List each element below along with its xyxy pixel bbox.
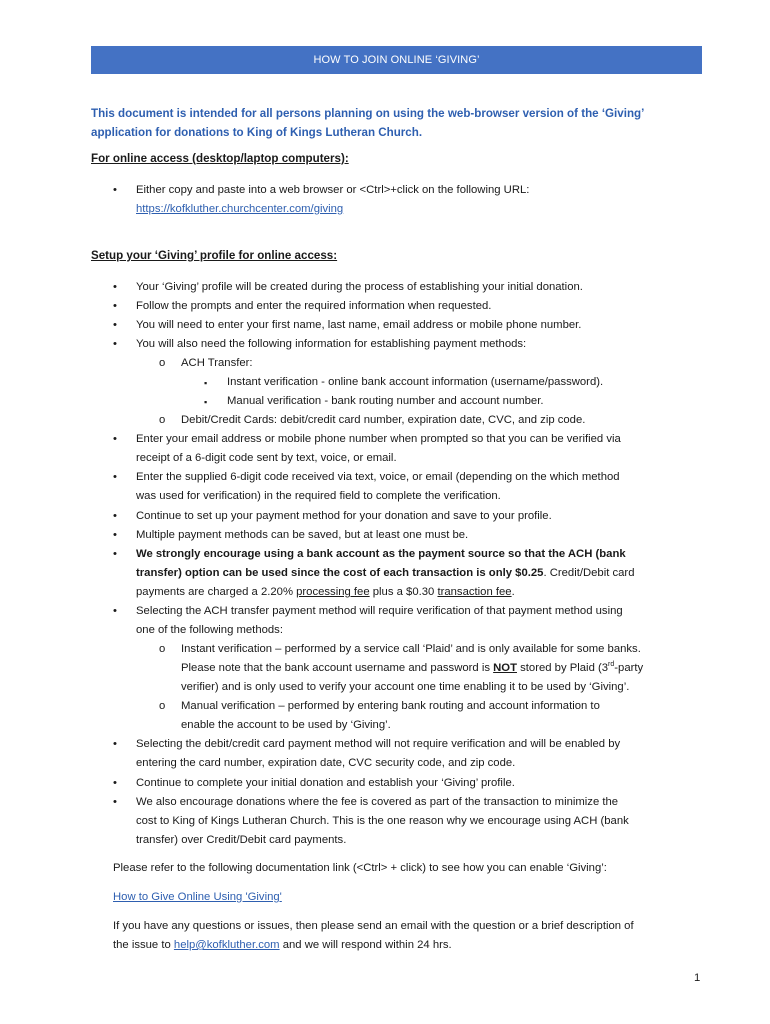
bullet-icon: • [113,338,117,350]
bullet-icon: • [113,319,117,331]
ach-cost-emphasis: transfer) option can be used since the cost of each transaction is only $0.25 [136,567,544,579]
bullet-icon: • [113,184,117,196]
list-item-continued: was used for verification) in the required field to complete the verification. [136,490,501,502]
how-to-give-online-link[interactable]: How to Give Online Using 'Giving' [113,891,282,903]
list-item: You will also need the following information for establishing payment methods: [136,338,527,350]
bullet-icon: • [113,738,117,750]
text-span: -party [614,662,644,674]
intro-paragraph: This document is intended for all persons planning on using the web-browser version of the ‘Giving’ application for donations to King of Kings Lutheran Church. [91,107,644,139]
list-item: We also encourage donations where the fee is covered as part of the transaction to minimize the [136,796,619,808]
bullet-icon: • [113,471,117,483]
bullet-icon: • [113,510,117,522]
list-item: Manual verification - bank routing number and account number. [227,395,544,407]
list-item: Your ‘Giving’ profile will be created during the process of establishing your initial donation. [136,281,583,293]
bullet-icon: • [113,796,117,808]
circle-bullet-icon: o [159,357,166,369]
refer-paragraph: Please refer to the following documentation link (<Ctrl> + click) to see how you can enable ‘Giving’: [113,862,607,874]
list-item-continued [181,659,643,678]
bullet-icon: • [113,281,117,293]
list-item-continued: enable the account to be used by ‘Giving’. [181,719,391,731]
online-access-heading: For online access (desktop/laptop computers): [91,152,349,165]
text-span: stored by Plaid (3 [516,662,609,674]
circle-bullet-icon: o [159,700,166,712]
bullet-icon: • [113,529,117,541]
list-item: You will need to enter your first name, last name, email address or mobile phone number. [136,319,582,331]
list-item-continued: one of the following methods: [136,624,283,636]
list-item: Enter your email address or mobile phone number when prompted so that you can be verified via [136,433,621,445]
copy-url-instruction: Either copy and paste into a web browser or <Ctrl>+click on the following URL: [136,184,530,196]
giving-url-link[interactable]: https://kofkluther.churchcenter.com/giving [136,203,344,215]
circle-bullet-icon: o [159,414,166,426]
list-item: Follow the prompts and enter the required information when requested. [136,300,492,312]
text-span: and we will respond within 24 hrs. [279,939,452,951]
list-item: Enter the supplied 6-digit code received via text, voice, or email (depending on the which method [136,471,620,483]
list-item-continued: verifier) and is only used to verify your account one time enabling it to be used by ‘Giving’. [181,681,630,693]
transaction-fee-text: transaction fee [437,586,512,598]
text-span: . [511,586,515,598]
list-item-continued [136,564,634,583]
bullet-icon: • [113,300,117,312]
page-number: 1 [694,972,701,984]
list-item: Selecting the ACH transfer payment method will require verification of that payment method using [136,605,623,617]
list-item: Debit/Credit Cards: debit/credit card number, expiration date, CVC, and zip code. [181,414,586,426]
text-span: . Credit/Debit card [543,567,635,579]
list-item: Multiple payment methods can be saved, but at least one must be. [136,529,469,541]
text-span: plus a $0.30 [369,586,438,598]
list-item: We strongly encourage using a bank account as the payment source so that the ACH (bank [136,548,626,560]
square-bullet-icon: ▪ [204,378,208,388]
list-item: Continue to complete your initial donation and establish your ‘Giving’ profile. [136,777,515,789]
list-item: ACH Transfer: [181,357,253,369]
list-item: Manual verification – performed by entering bank routing and account information to [181,700,600,712]
list-item-continued: entering the card number, expiration date, CVC security code, and zip code. [136,757,516,769]
list-item-continued: receipt of a 6-digit code sent by text, voice, or email. [136,452,397,464]
bullet-icon: • [113,777,117,789]
text-span: Please note that the bank account username and password is [181,662,494,674]
not-emphasis: NOT [493,662,517,674]
bullet-icon: • [113,548,117,560]
questions-paragraph: If you have any questions or issues, then please send an email with the question or a brief description of [113,920,634,932]
list-item-continued [136,583,515,602]
list-item-continued: cost to King of Kings Lutheran Church. This is the one reason why we encourage using ACH (bank [136,815,629,827]
setup-profile-heading: Setup your ‘Giving’ profile for online access: [91,249,338,262]
list-item: Instant verification - online bank account information (username/password). [227,376,604,388]
help-email-link[interactable]: help@kofkluther.com [173,939,280,951]
text-span: payments are charged a 2.20% [136,586,297,598]
bullet-icon: • [113,433,117,445]
circle-bullet-icon: o [159,643,166,655]
questions-paragraph-continued [113,936,452,955]
list-item: Selecting the debit/credit card payment method will not require verification and will be enabled by [136,738,621,750]
superscript: rd [608,661,615,669]
document-title-banner: HOW TO JOIN ONLINE ‘GIVING’ [91,46,702,74]
list-item: Instant verification – performed by a service call ‘Plaid’ and is only available for some banks. [181,643,641,655]
processing-fee-text: processing fee [296,586,370,598]
list-item: Continue to set up your payment method for your donation and save to your profile. [136,510,552,522]
text-span: the issue to [113,939,174,951]
square-bullet-icon: ▪ [204,397,208,407]
bullet-icon: • [113,605,117,617]
list-item-continued: transfer) over Credit/Debit card payments. [136,834,347,846]
